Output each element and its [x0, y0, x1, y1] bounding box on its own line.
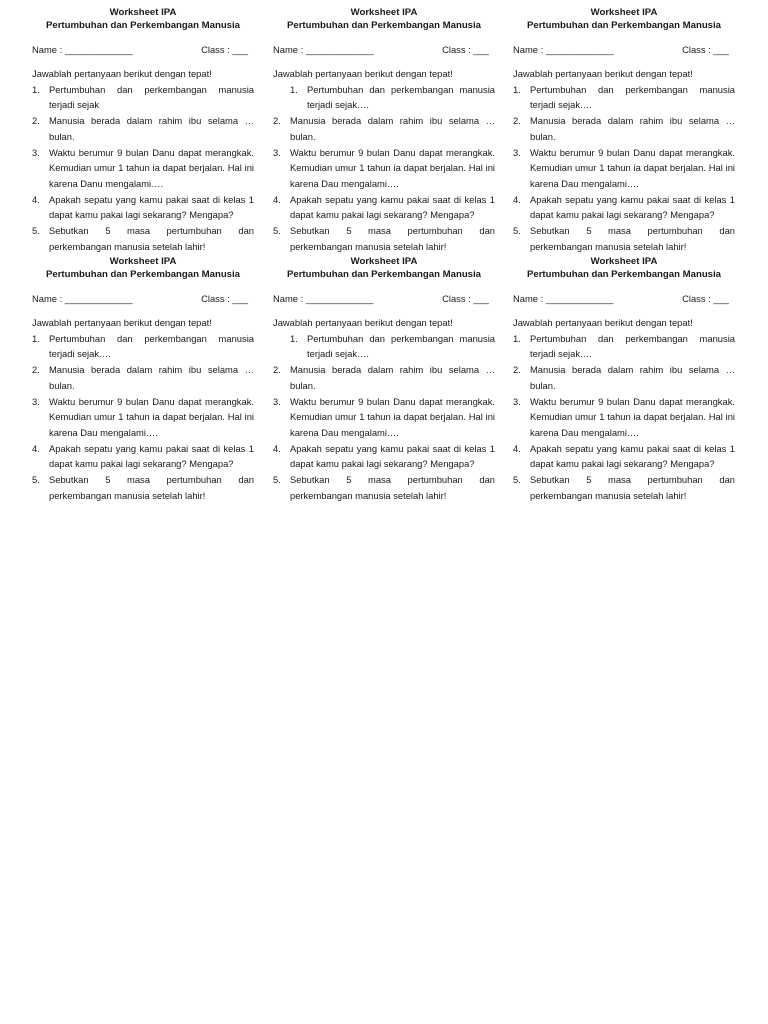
- name-field: Name : _____________: [32, 293, 133, 304]
- question-text: Apakah sepatu yang kamu pakai saat di kelas 1 dapat kamu pakai lagi sekarang? Mengapa?: [290, 442, 495, 470]
- class-field: Class : ___: [682, 293, 729, 304]
- question-text: Manusia berada dalam rahim ibu selama … bulan.: [290, 364, 495, 391]
- question-number: 4.: [273, 442, 281, 454]
- question-number: 5.: [273, 225, 281, 237]
- question-number: 4.: [32, 193, 40, 205]
- worksheet-subtitle: Pertumbuhan dan Perkembangan Manusia: [286, 19, 482, 31]
- instruction: Jawablah pertanyaan berikut dengan tepat!: [273, 68, 453, 79]
- class-field: Class : ___: [201, 293, 248, 304]
- question-number: 1.: [513, 83, 521, 95]
- question-text: Sebutkan 5 masa pertumbuhan dan perkembangan manusia setelah lahir!: [290, 225, 495, 252]
- instruction: Jawablah pertanyaan berikut dengan tepat!: [273, 317, 453, 328]
- student-fields: [273, 42, 495, 56]
- class-field: Class : ___: [442, 44, 489, 55]
- question-text: Waktu berumur 9 bulan Danu dapat merangkak. Kemudian umur 1 tahun ia dapat berjalan. Hal ini karena Danu mengalami….: [49, 146, 254, 189]
- question-number: 1.: [32, 83, 40, 95]
- instruction: Jawablah pertanyaan berikut dengan tepat!: [32, 317, 212, 328]
- question-text: Waktu berumur 9 bulan Danu dapat merangkak. Kemudian umur 1 tahun ia dapat berjalan. Hal ini karena Dau mengalami….: [530, 146, 735, 189]
- question-text: Pertumbuhan dan perkembangan manusia terjadi sejak….: [530, 332, 735, 360]
- class-field: Class : ___: [682, 44, 729, 55]
- worksheet: [273, 256, 495, 503]
- question-text: Waktu berumur 9 bulan Danu dapat merangkak. Kemudian umur 1 tahun ia dapat berjalan. Hal ini karena Dau mengalami….: [530, 395, 735, 438]
- question-text: Sebutkan 5 masa pertumbuhan dan perkembangan manusia setelah lahir!: [290, 474, 495, 501]
- question-item: [32, 331, 254, 362]
- question-item: [273, 192, 495, 223]
- worksheet: [32, 7, 254, 254]
- worksheet-subtitle: Pertumbuhan dan Perkembangan Manusia: [526, 19, 722, 31]
- question-text: Apakah sepatu yang kamu pakai saat di kelas 1 dapat kamu pakai lagi sekarang? Mengapa?: [49, 442, 254, 470]
- question-list: [273, 331, 495, 504]
- question-text: Sebutkan 5 masa pertumbuhan dan perkembangan manusia setelah lahir!: [49, 225, 254, 252]
- question-number: 4.: [32, 442, 40, 454]
- question-number: 1.: [32, 332, 40, 344]
- question-number: 2.: [273, 364, 281, 376]
- question-text: Pertumbuhan dan perkembangan manusia terjadi sejak: [49, 83, 254, 111]
- instruction: Jawablah pertanyaan berikut dengan tepat!: [513, 68, 693, 79]
- question-number: 2.: [32, 364, 40, 376]
- question-text: Pertumbuhan dan perkembangan manusia terjadi sejak….: [307, 332, 495, 360]
- question-number: 3.: [32, 146, 40, 158]
- name-field: Name : _____________: [513, 44, 614, 55]
- question-text: Manusia berada dalam rahim ibu selama … bulan.: [530, 115, 735, 142]
- question-text: Manusia berada dalam rahim ibu selama … bulan.: [290, 115, 495, 142]
- worksheet-subtitle: Pertumbuhan dan Perkembangan Manusia: [286, 268, 482, 280]
- question-item: [513, 362, 735, 393]
- question-text: Apakah sepatu yang kamu pakai saat di kelas 1 dapat kamu pakai lagi sekarang? Mengapa?: [290, 193, 495, 221]
- question-number: 3.: [273, 395, 281, 407]
- question-number: 1.: [290, 332, 298, 344]
- question-text: Apakah sepatu yang kamu pakai saat di kelas 1 dapat kamu pakai lagi sekarang? Mengapa?: [530, 442, 735, 470]
- question-item: [513, 192, 735, 223]
- student-fields: [513, 291, 735, 305]
- name-field: Name : _____________: [273, 44, 374, 55]
- student-fields: [32, 291, 254, 305]
- question-item: [273, 472, 495, 503]
- question-item: [32, 362, 254, 393]
- worksheet-title: Worksheet IPA: [590, 256, 658, 267]
- question-number: 3.: [513, 146, 521, 158]
- question-text: Pertumbuhan dan perkembangan manusia terjadi sejak….: [49, 332, 254, 360]
- question-number: 5.: [32, 474, 40, 486]
- question-number: 2.: [513, 115, 521, 127]
- worksheet: [32, 256, 254, 503]
- question-number: 5.: [513, 225, 521, 237]
- question-number: 5.: [273, 474, 281, 486]
- question-item: [32, 192, 254, 223]
- worksheet-title: Worksheet IPA: [590, 7, 658, 18]
- question-text: Sebutkan 5 masa pertumbuhan dan perkembangan manusia setelah lahir!: [530, 474, 735, 501]
- question-item: [513, 113, 735, 144]
- question-text: Apakah sepatu yang kamu pakai saat di kelas 1 dapat kamu pakai lagi sekarang? Mengapa?: [530, 193, 735, 221]
- worksheet-title: Worksheet IPA: [109, 256, 177, 267]
- question-item: [273, 362, 495, 393]
- worksheet: [273, 7, 495, 254]
- question-text: Sebutkan 5 masa pertumbuhan dan perkembangan manusia setelah lahir!: [49, 474, 254, 501]
- question-list: [513, 82, 735, 255]
- question-item: [273, 394, 495, 441]
- question-number: 5.: [32, 225, 40, 237]
- question-text: Pertumbuhan dan perkembangan manusia terjadi sejak….: [530, 83, 735, 111]
- question-number: 4.: [513, 193, 521, 205]
- question-item: [513, 331, 735, 362]
- question-text: Waktu berumur 9 bulan Danu dapat merangkak. Kemudian umur 1 tahun ia dapat berjalan. Hal ini karena Dau mengalami….: [49, 395, 254, 438]
- question-item: [273, 82, 495, 113]
- question-number: 2.: [513, 364, 521, 376]
- student-fields: [32, 42, 254, 56]
- class-field: Class : ___: [201, 44, 248, 55]
- question-item: [513, 394, 735, 441]
- question-number: 1.: [513, 332, 521, 344]
- question-list: [32, 331, 254, 504]
- instruction: Jawablah pertanyaan berikut dengan tepat!: [32, 68, 212, 79]
- question-item: [32, 145, 254, 192]
- question-item: [273, 113, 495, 144]
- question-item: [32, 472, 254, 503]
- worksheet: [513, 256, 735, 503]
- question-item: [513, 441, 735, 472]
- question-number: 4.: [513, 442, 521, 454]
- question-list: [513, 331, 735, 504]
- worksheet-subtitle: Pertumbuhan dan Perkembangan Manusia: [526, 268, 722, 280]
- question-number: 5.: [513, 474, 521, 486]
- question-item: [513, 82, 735, 113]
- class-field: Class : ___: [442, 293, 489, 304]
- question-text: Waktu berumur 9 bulan Danu dapat merangkak. Kemudian umur 1 tahun ia dapat berjalan. Hal ini karena Dau mengalami….: [290, 395, 495, 438]
- question-number: 1.: [290, 83, 298, 95]
- question-item: [32, 113, 254, 144]
- question-item: [513, 223, 735, 254]
- question-text: Sebutkan 5 masa pertumbuhan dan perkembangan manusia setelah lahir!: [530, 225, 735, 252]
- question-text: Waktu berumur 9 bulan Danu dapat merangkak. Kemudian umur 1 tahun ia dapat berjalan. Hal ini karena Dau mengalami….: [290, 146, 495, 189]
- name-field: Name : _____________: [513, 293, 614, 304]
- question-item: [32, 223, 254, 254]
- question-text: Manusia berada dalam rahim ibu selama … bulan.: [49, 364, 254, 391]
- question-list: [273, 82, 495, 255]
- question-text: Apakah sepatu yang kamu pakai saat di kelas 1 dapat kamu pakai lagi sekarang? Mengapa?: [49, 193, 254, 221]
- question-item: [273, 223, 495, 254]
- question-list: [32, 82, 254, 255]
- worksheet-title: Worksheet IPA: [350, 7, 418, 18]
- worksheet-subtitle: Pertumbuhan dan Perkembangan Manusia: [45, 268, 241, 280]
- question-item: [273, 331, 495, 362]
- question-item: [32, 82, 254, 113]
- question-item: [32, 394, 254, 441]
- instruction: Jawablah pertanyaan berikut dengan tepat!: [513, 317, 693, 328]
- question-number: 2.: [32, 115, 40, 127]
- question-item: [32, 441, 254, 472]
- question-item: [273, 441, 495, 472]
- question-item: [513, 472, 735, 503]
- worksheet: [513, 7, 735, 254]
- student-fields: [513, 42, 735, 56]
- worksheet-title: Worksheet IPA: [350, 256, 418, 267]
- question-item: [273, 145, 495, 192]
- student-fields: [273, 291, 495, 305]
- question-number: 3.: [513, 395, 521, 407]
- question-number: 3.: [32, 395, 40, 407]
- question-text: Manusia berada dalam rahim ibu selama … bulan.: [530, 364, 735, 391]
- question-text: Pertumbuhan dan perkembangan manusia terjadi sejak….: [307, 83, 495, 111]
- name-field: Name : _____________: [273, 293, 374, 304]
- name-field: Name : _____________: [32, 44, 133, 55]
- worksheet-title: Worksheet IPA: [109, 7, 177, 18]
- question-text: Manusia berada dalam rahim ibu selama … bulan.: [49, 115, 254, 142]
- question-number: 3.: [273, 146, 281, 158]
- question-number: 2.: [273, 115, 281, 127]
- question-item: [513, 145, 735, 192]
- question-number: 4.: [273, 193, 281, 205]
- worksheet-subtitle: Pertumbuhan dan Perkembangan Manusia: [45, 19, 241, 31]
